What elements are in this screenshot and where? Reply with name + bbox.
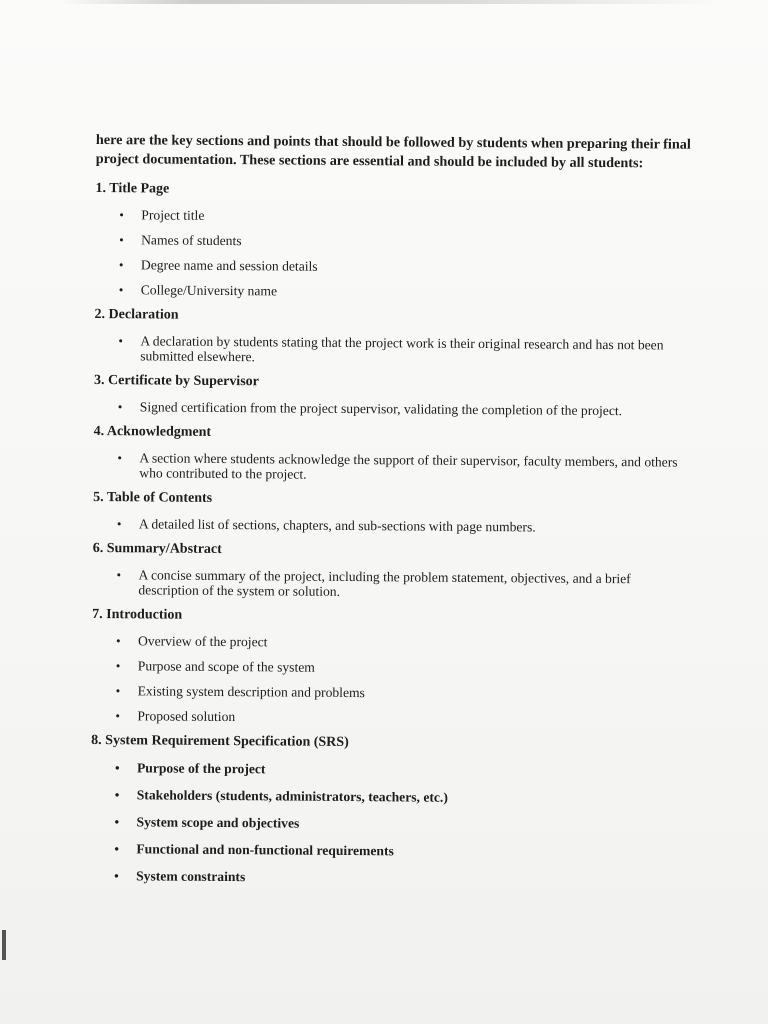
section-heading: 1. Title Page [95,180,170,197]
list-item: • System constraints [114,868,246,885]
bullet-icon: • [114,760,120,776]
bullet-icon: • [114,868,119,884]
section-introduction [91,602,692,733]
bullet-list [94,328,694,373]
bullet-icon: • [114,841,119,857]
bullet-icon: • [119,232,124,248]
bullet-icon: • [116,516,122,532]
section-heading: 6. Summary/Abstract [92,540,222,558]
list-item: • Stakeholders (students, administrators, teachers, etc.) [114,787,448,805]
bullet-list [95,202,696,307]
page-top-edge [60,0,720,4]
bullet-icon: • [118,282,124,298]
bullet-icon: • [114,814,120,830]
section-heading: 2. Declaration [94,306,179,323]
bullet-list [93,511,693,541]
section-declaration [94,302,694,373]
list-item: • College/University name [118,282,278,299]
bullet-list [94,394,694,424]
section-heading: 5. Table of Contents [93,489,213,506]
list-item: • Signed certification from the project supervisor, validating the completion of the project. [117,399,623,419]
bullet-list [93,445,693,490]
bullet-icon: • [114,787,120,803]
bullet-icon: • [116,567,122,583]
bullet-icon: • [119,207,124,223]
section-certificate [94,368,694,424]
list-item: • A declaration by students stating that the project work is their original research and has not been submitted elsewhere. [118,333,664,365]
list-item: • Functional and non-functional requirements [114,841,394,859]
section-heading: 8. System Requirement Specification (SRS) [91,732,349,751]
bullet-icon: • [115,683,121,699]
bullet-list [90,754,691,894]
section-heading: 4. Acknowledgment [93,423,212,440]
section-summary-abstract [92,536,692,607]
section-heading: 7. Introduction [92,606,183,623]
list-item: • Purpose and scope of the system [115,658,315,675]
section-srs [90,728,691,894]
list-item: • Names of students [119,232,242,249]
section-table-of-contents [93,485,693,541]
list-item: • Existing system description and problems [115,683,365,701]
list-item: • Project title [119,207,205,223]
section-heading: 3. Certificate by Supervisor [93,372,259,390]
list-item: • Purpose of the project [114,760,266,777]
bullet-icon: • [118,257,124,273]
list-item: • A section where students acknowledge the support of their supervisor, faculty members, and others who contributed to the project. [117,450,678,482]
list-item: • A detailed list of sections, chapters, and sub-sections with page numbers. [116,516,536,535]
bullet-icon: • [117,450,123,466]
section-acknowledgment [93,419,693,490]
list-item: • A concise summary of the project, including the problem statement, objectives, and a brief description of the system or solution. [116,567,631,599]
document-body [90,131,696,894]
bullet-icon: • [117,399,123,415]
bullet-icon: • [118,333,123,349]
section-title-page [95,176,696,307]
list-item: • Overview of the project [115,633,268,650]
list-item: • Degree name and session details [118,257,318,274]
bullet-list [91,628,692,733]
list-item: • Proposed solution [115,708,236,725]
bullet-list [92,562,692,607]
bullet-icon: • [115,708,121,724]
scan-edge-mark [2,930,6,960]
list-item: • System scope and objectives [114,814,300,831]
bullet-icon: • [115,658,121,674]
bullet-icon: • [115,633,121,649]
intro-paragraph: here are the key sections and points that should be followed by students when preparing their final project documentation. These sections are essential and should be included by all students: [95,131,691,172]
